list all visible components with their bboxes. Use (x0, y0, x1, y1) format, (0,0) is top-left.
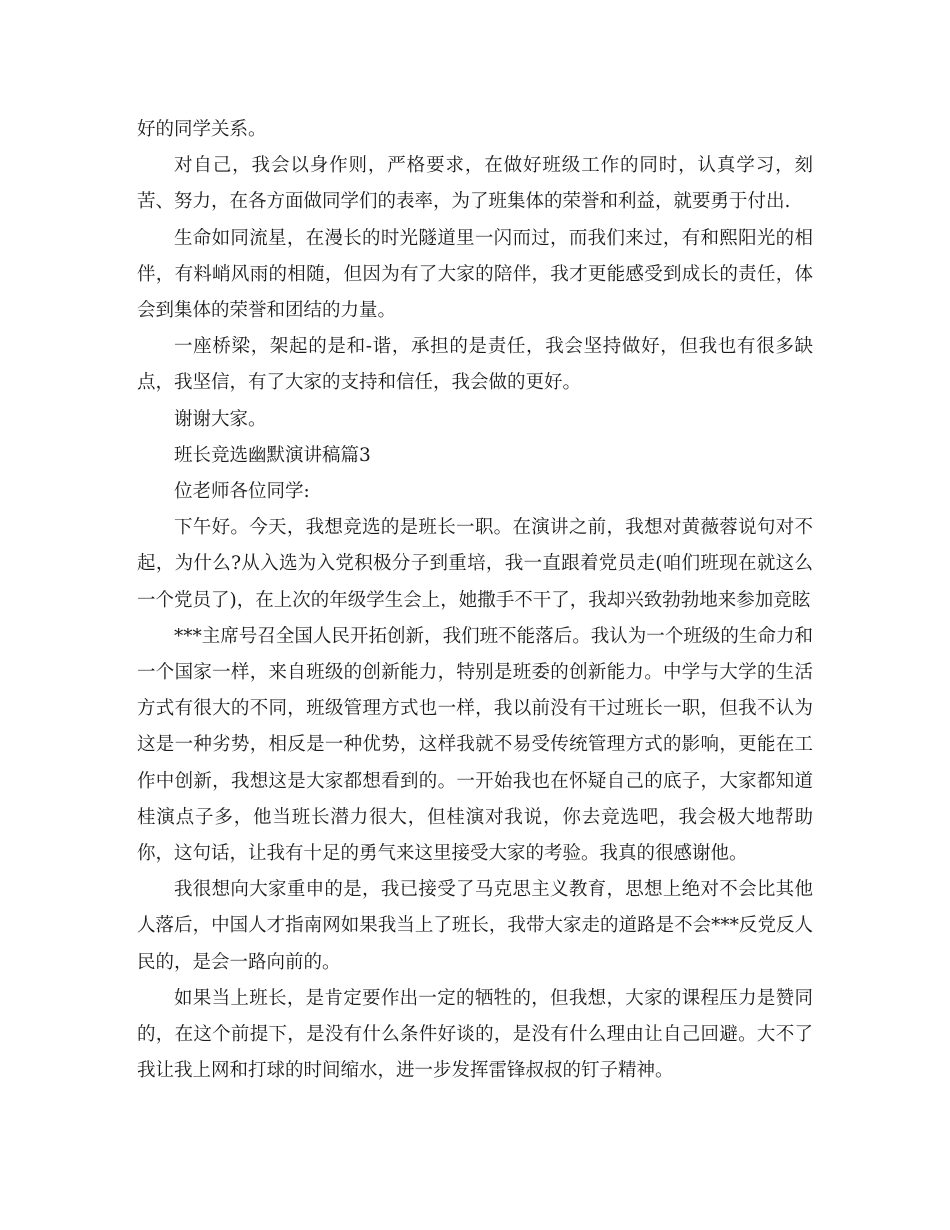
paragraph-2: 对自己，我会以身作则，严格要求，在做好班级工作的同时，认真学习，刻苦、努力，在各方面做同学们的表率，为了班集体的荣誉和利益，就要勇于付出. (137, 155, 813, 213)
document-body (137, 112, 813, 1089)
paragraph-3: 生命如同流星，在漫长的时光隧道里一闪而过，而我们来过，有和熙阳光的相伴，有料峭风雨的相随，但因为有了大家的陪伴，我才更能感受到成长的责任，体会到集体的荣誉和团结的力量。 (137, 227, 813, 322)
paragraph-9: ***主席号召全国人民开拓创新，我们班不能落后。我认为一个班级的生命力和一个国家一样，来自班级的创新能力，特别是班委的创新能力。中学与大学的生活方式有很大的不同，班级管理方式也一样，我以前没有干过班长一职，但我不认为这是一种劣势，相反是一种优势，这样我就不易受传统管理方式的影响，更能在工作中创新，我想这是大家都想看到的。一开始我也在怀疑自己的底子，大家都知道桂演点子多，他当班长潜力很大，但桂演对我说，你去竞选吧，我会极大地帮助你，这句话，让我有十足的勇气来这里接受大家的考验。我真的很感谢他。 (137, 625, 813, 865)
paragraph-10: 我很想向大家重申的是，我已接受了马克思主义教育，思想上绝对不会比其他人落后，中国人才指南网如果我当上了班长，我带大家走的道路是不会***反党反人民的，是会一路向前的。 (137, 879, 813, 973)
salutation: 位老师各位同学: (174, 481, 310, 503)
paragraph-4: 一座桥梁，架起的是和-谐，承担的是责任，我会坚持做好，但我也有很多缺点，我坚信，有了大家的支持和信任，我会做的更好。 (137, 336, 813, 394)
paragraph-5: 谢谢大家。 (174, 408, 267, 430)
paragraph-1: 好的同学关系。 (137, 119, 267, 140)
paragraph-8: 下午好。今天，我想竞选的是班长一职。在演讲之前，我想对黄薇蓉说句对不起，为什么?从入选为入党积极分子到重培，我一直跟着党员走(咱们班现在就这么一个党员了)，在上次的年级学生会上，她撒手不干了，我却兴致勃勃地来参加竞眩 (137, 517, 813, 611)
section-heading: 班长竞选幽默演讲稿篇3 (174, 444, 371, 466)
paragraph-11: 如果当上班长，是肯定要作出一定的牺牲的，但我想，大家的课程压力是赞同的，在这个前提下，是没有什么条件好谈的，是没有什么理由让自己回避。大不了我让我上网和打球的时间缩水，进一步发挥雷锋叔叔的钉子精神。 (137, 987, 813, 1082)
